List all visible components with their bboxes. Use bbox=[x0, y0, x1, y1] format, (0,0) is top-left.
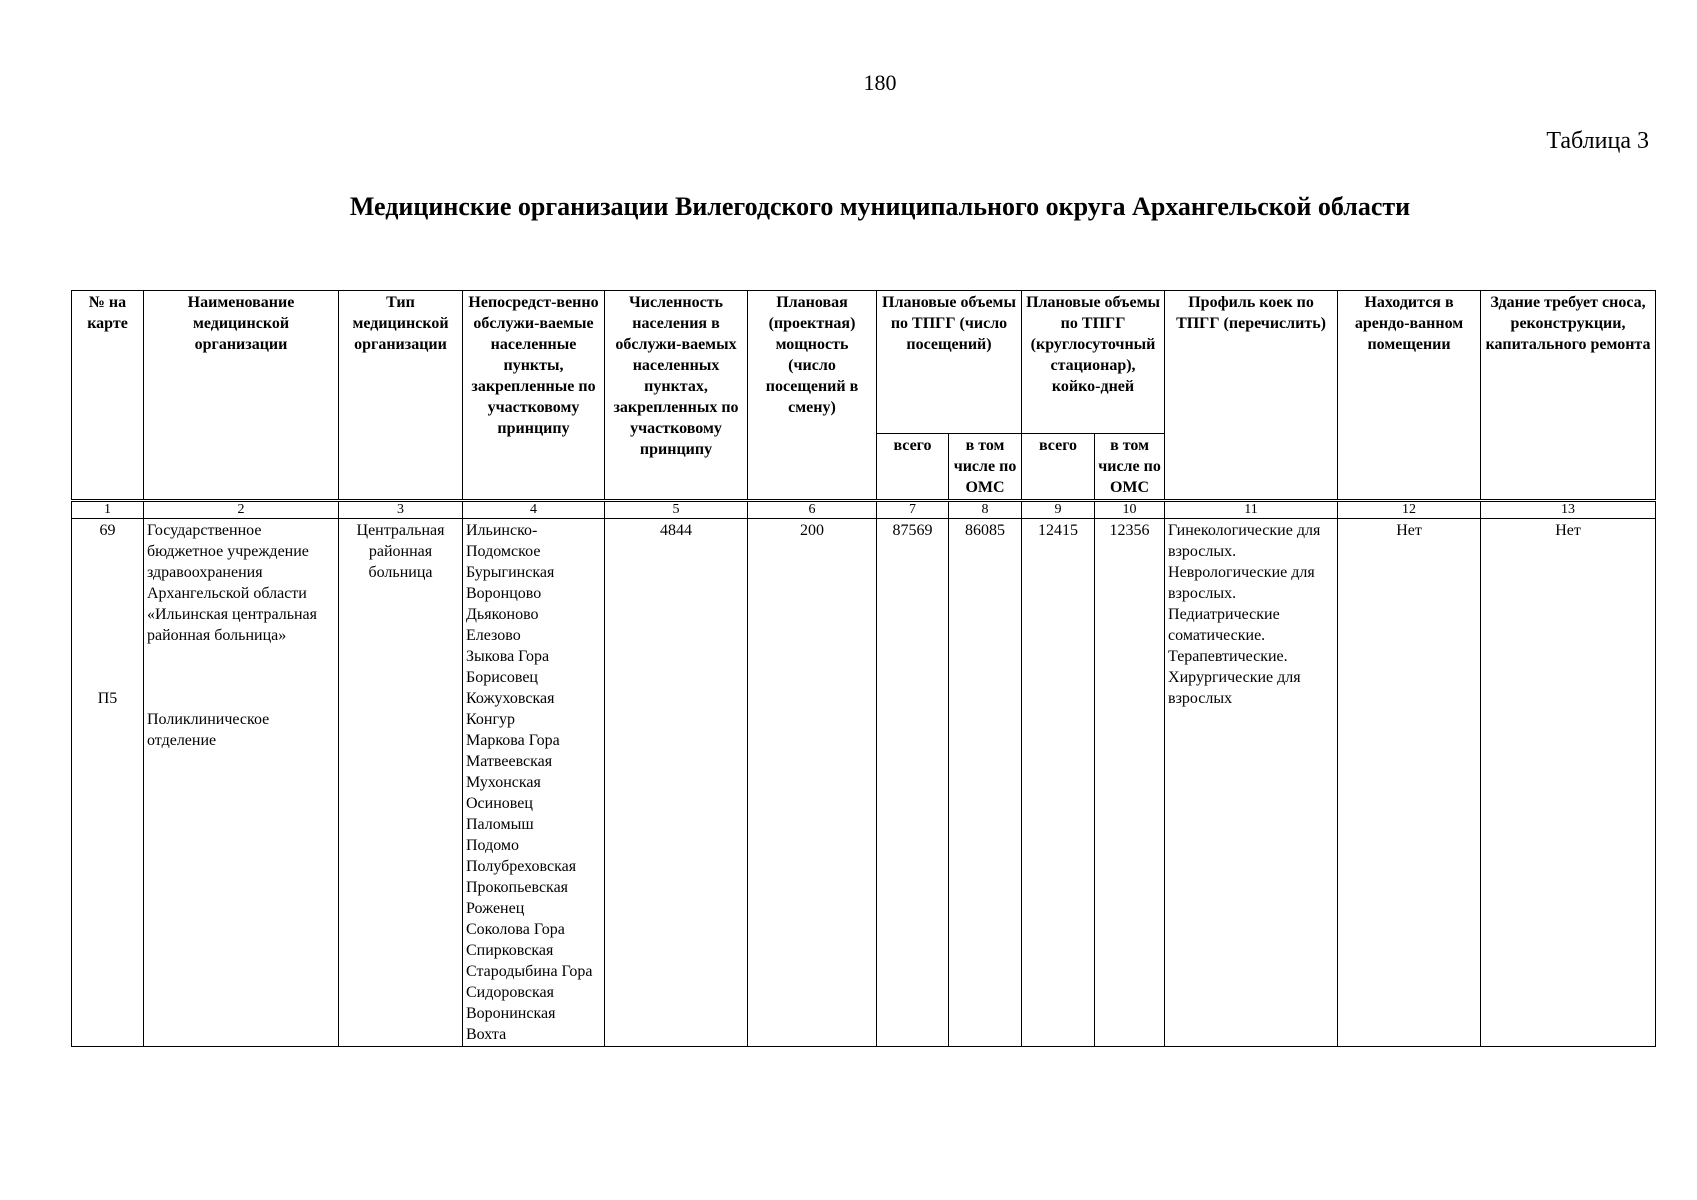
subheader-visits-oms: в том числе по ОМС bbox=[949, 434, 1022, 501]
settlement: Воронинская bbox=[466, 1005, 556, 1022]
settlement: Стародыбина Гора bbox=[466, 963, 593, 980]
map-number: 69 bbox=[99, 522, 116, 539]
subheader-beddays-oms: в том числе по ОМС bbox=[1095, 434, 1165, 501]
column-number-row bbox=[72, 501, 1656, 519]
header-row bbox=[72, 291, 1656, 434]
cell-building: Нет bbox=[1481, 519, 1656, 1047]
settlement: Осиновец bbox=[466, 795, 533, 812]
column-number: 8 bbox=[949, 501, 1022, 519]
header-num: № на карте bbox=[72, 291, 144, 501]
bed-profile: Терапевтические. bbox=[1168, 648, 1288, 665]
cell-rented: Нет bbox=[1338, 519, 1481, 1047]
column-number: 13 bbox=[1481, 501, 1656, 519]
column-number: 10 bbox=[1095, 501, 1165, 519]
column-number: 1 bbox=[72, 501, 144, 519]
table-row bbox=[72, 519, 1656, 1047]
settlement: Бурыгинская bbox=[466, 564, 555, 581]
cell-capacity: 200 bbox=[748, 519, 877, 1047]
column-number: 12 bbox=[1338, 501, 1481, 519]
cell-visits-oms: 86085 bbox=[949, 519, 1022, 1047]
bed-profile: Педиатрические соматические. bbox=[1168, 606, 1280, 644]
settlement: Мухонская bbox=[466, 774, 541, 791]
settlement: Маркова Гора bbox=[466, 732, 560, 749]
bed-profile: Хирургические для взрослых bbox=[1168, 669, 1301, 707]
settlement: Роженец bbox=[466, 900, 525, 917]
settlement: Дьяконово bbox=[466, 606, 539, 623]
subheader-beddays-total: всего bbox=[1022, 434, 1095, 501]
settlement: Ильинско-Подомское bbox=[466, 522, 541, 560]
settlement: Конгур bbox=[466, 711, 515, 728]
header-bed-days: Плановые объемы по ТПГГ (круглосуточный стационар), койко-дней bbox=[1022, 291, 1165, 434]
organizations-table bbox=[71, 290, 1656, 1047]
header-capacity: Плановая (проектная) мощность (число посещений в смену) bbox=[748, 291, 877, 501]
settlement: Спирковская bbox=[466, 942, 554, 959]
subheader-visits-total: всего bbox=[877, 434, 949, 501]
cell-visits-total: 87569 bbox=[877, 519, 949, 1047]
header-building: Здание требует сноса, реконструкции, капитального ремонта bbox=[1481, 291, 1656, 501]
cell-name bbox=[144, 519, 339, 1047]
settlement: Борисовец bbox=[466, 669, 538, 686]
header-settlements: Непосредст-венно обслужи-ваемые населенные пункты, закрепленные по участковому принципу bbox=[463, 291, 605, 501]
settlement: Елезово bbox=[466, 627, 521, 644]
settlement: Воронцово bbox=[466, 585, 542, 602]
column-number: 2 bbox=[144, 501, 339, 519]
settlement: Матвеевская bbox=[466, 753, 553, 770]
header-name: Наименование медицинской организации bbox=[144, 291, 339, 501]
settlement: Паломыш bbox=[466, 816, 534, 833]
settlement: Соколова Гора bbox=[466, 921, 565, 938]
header-rented: Находится в арендо-ванном помещении bbox=[1338, 291, 1481, 501]
column-number: 5 bbox=[605, 501, 748, 519]
settlement: Зыкова Гора bbox=[466, 648, 550, 665]
settlement: Кожуховская bbox=[466, 690, 555, 707]
cell-type: Центральная районная больница bbox=[339, 519, 463, 1047]
page-number: 180 bbox=[863, 70, 897, 95]
settlement: Прокопьевская bbox=[466, 879, 569, 896]
settlement: Подомо bbox=[466, 837, 520, 854]
column-number: 3 bbox=[339, 501, 463, 519]
document-title: Медицинские организации Вилегодского муниципального округа Архангельской области bbox=[349, 192, 1411, 221]
bed-profile: Неврологические для взрослых. bbox=[1168, 564, 1315, 602]
map-number-branch: П5 bbox=[97, 690, 118, 707]
branch-name: Поликлиническое отделение bbox=[147, 711, 270, 749]
header-beds-profile: Профиль коек по ТПГГ (перечислить) bbox=[1165, 291, 1338, 501]
cell-beddays-total: 12415 bbox=[1022, 519, 1095, 1047]
cell-beds-profile bbox=[1165, 519, 1338, 1047]
header-visits: Плановые объемы по ТПГГ (число посещений) bbox=[877, 291, 1022, 434]
bed-profile: Гинекологические для взрослых. bbox=[1168, 522, 1321, 560]
header-population: Численность населения в обслужи-ваемых населенных пунктах, закрепленных по участковому принципу bbox=[605, 291, 748, 501]
settlement: Полубреховская bbox=[466, 858, 577, 875]
column-number: 7 bbox=[877, 501, 949, 519]
table-label: Таблица 3 bbox=[1546, 128, 1649, 154]
cell-settlements bbox=[463, 519, 605, 1047]
cell-beddays-oms: 12356 bbox=[1095, 519, 1165, 1047]
header-type: Тип медицинской организации bbox=[339, 291, 463, 501]
settlement: Вохта bbox=[466, 1026, 507, 1043]
settlement: Сидоровская bbox=[466, 984, 554, 1001]
column-number: 4 bbox=[463, 501, 605, 519]
column-number: 6 bbox=[748, 501, 877, 519]
organization-name: Государственное бюджетное учреждение здравоохранения Архангельской области «Ильинская центральная районная больница» bbox=[147, 522, 318, 644]
cell-num bbox=[72, 519, 144, 1047]
cell-population: 4844 bbox=[605, 519, 748, 1047]
column-number: 9 bbox=[1022, 501, 1095, 519]
column-number: 11 bbox=[1165, 501, 1338, 519]
